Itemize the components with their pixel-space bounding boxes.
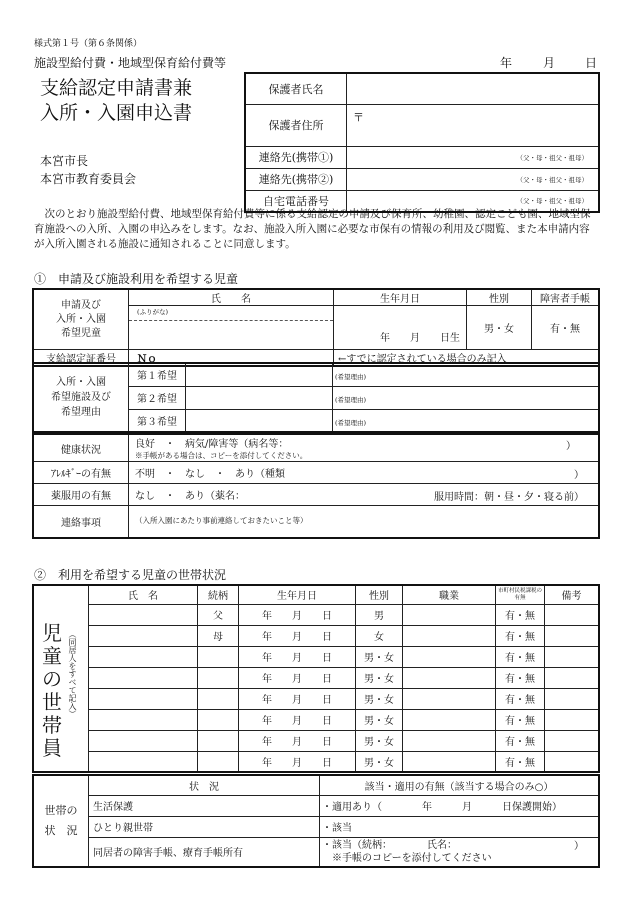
member-name-field[interactable] (89, 688, 198, 709)
applicant-label-1: 申請及び (61, 299, 101, 311)
addressee-mayor: 本宮市長 (40, 154, 89, 168)
wish2-facility-field[interactable] (186, 386, 333, 409)
member-remarks-field[interactable] (545, 667, 600, 688)
member-job-field[interactable] (403, 625, 496, 646)
health-note: ※手帳がある場合は、コピーを添付してください。 (135, 451, 308, 460)
h-birth-header: 生年月日 (239, 585, 356, 604)
notes-field[interactable] (129, 506, 600, 538)
addressee-board: 本宮市教育委員会 (40, 172, 137, 186)
member-tax[interactable]: 有・無 (496, 751, 545, 772)
member-relation[interactable] (198, 751, 239, 772)
member-birth-field[interactable]: 年 月 日 (239, 604, 356, 625)
health-close: ） (566, 441, 576, 452)
contact2-label: 連絡先(携帯②) (245, 168, 347, 190)
member-relation[interactable] (198, 730, 239, 751)
status-disability-label: 同居者の障害手帳、療育手帳所有 (89, 837, 320, 867)
h-name-header: 氏 名 (89, 585, 198, 604)
status-single-parent-field[interactable]: ・該当 (320, 816, 600, 837)
member-name-field[interactable] (89, 646, 198, 667)
member-job-field[interactable] (403, 667, 496, 688)
status-welfare-label: 生活保護 (89, 795, 320, 816)
cert-number-field[interactable]: Ｎｏ (129, 350, 334, 367)
applicant-label-2: 入所・入園 (56, 313, 106, 325)
applicant-label-3: 希望児童 (61, 327, 101, 339)
form-subtitle: 施設型給付費・地域型保育給付費等 (34, 56, 227, 70)
wish-label-2: 希望施設及び (51, 392, 111, 403)
form-number: 様式第１号（第６条関係） (34, 39, 143, 49)
household-row (33, 751, 599, 772)
date-day-label: 日 (585, 56, 598, 70)
child-table (32, 288, 600, 367)
allergy-field[interactable] (129, 462, 600, 484)
member-tax[interactable]: 有・無 (496, 667, 545, 688)
member-tax[interactable]: 有・無 (496, 646, 545, 667)
member-job-field[interactable] (403, 751, 496, 772)
vtitle-2: 童 (42, 644, 62, 668)
wish2-reason-label: (希望理由) (335, 395, 367, 404)
child-birth-field[interactable]: 年 月 日生 (334, 306, 467, 350)
household-row (33, 646, 599, 667)
wish1-reason-label: (希望理由) (335, 373, 367, 381)
allergy-label: ｱﾚﾙｷﾞｰの有無 (33, 462, 129, 484)
household-title-note: （同居人をすべて記入） (68, 630, 77, 718)
member-sex[interactable]: 男・女 (356, 751, 403, 772)
date-year-label: 年 (500, 56, 513, 70)
member-birth-field[interactable]: 年 月 日 (239, 625, 356, 646)
intro-text: 次のとおり施設型給付費、地域型保育給付費等に係る支給認定の申請及び保育所、幼稚園、認定こども園、地域型保育施設への入所、入園の申込みをします。なお、施設入所入園に必要な市保有の情報の利用及び閲覧、また本申請内容が入所入園される施設に通知されることに同意します。 (34, 208, 591, 250)
member-tax[interactable]: 有・無 (496, 709, 545, 730)
member-name-field[interactable] (89, 709, 198, 730)
name-header: 氏 名 (129, 289, 334, 306)
status-disability-close: ） (574, 840, 584, 852)
wish3-reason-field[interactable] (333, 409, 600, 432)
home-phone-relation: （父・母・祖父・祖母） (516, 197, 588, 206)
member-remarks-field[interactable] (545, 709, 600, 730)
furigana-label: (ふりがな) (137, 308, 169, 316)
member-birth-field[interactable]: 年 月 日 (239, 730, 356, 751)
member-tax[interactable]: 有・無 (496, 625, 545, 646)
member-remarks-field[interactable] (545, 688, 600, 709)
household-row (33, 667, 599, 688)
member-name-field[interactable] (89, 730, 198, 751)
status-disability-value: ・該当（続柄： 氏名： (322, 839, 457, 851)
birth-header: 生年月日 (334, 289, 467, 306)
status-disability-field[interactable] (320, 837, 600, 867)
member-job-field[interactable] (403, 646, 496, 667)
member-job-field[interactable] (403, 709, 496, 730)
status-label-1: 世帯の (44, 804, 78, 817)
vtitle-5: 帯 (42, 713, 62, 737)
contact1-label: 連絡先(携帯①) (245, 146, 347, 168)
member-job-field[interactable] (403, 730, 496, 751)
member-tax[interactable]: 有・無 (496, 688, 545, 709)
vtitle-3: の (42, 667, 62, 691)
wish1-label: 第１希望 (129, 363, 186, 386)
household-title-chars (40, 622, 64, 760)
postal-mark: 〒 (353, 110, 364, 124)
notes-label: 連絡事項 (33, 506, 129, 538)
medication-field[interactable] (129, 484, 600, 506)
notes-hint: （入所入園にあたり事前連絡しておきたいこと等） (135, 516, 308, 525)
household-row (33, 709, 599, 730)
member-birth-field[interactable]: 年 月 日 (239, 667, 356, 688)
member-relation[interactable]: 父 (198, 604, 239, 625)
member-tax[interactable]: 有・無 (496, 730, 545, 751)
member-remarks-field[interactable] (545, 730, 600, 751)
vtitle-4: 世 (42, 690, 62, 714)
member-birth-field[interactable]: 年 月 日 (239, 646, 356, 667)
household-row (33, 730, 599, 751)
member-name-field[interactable] (89, 625, 198, 646)
status-disability-note: ※手帳のコピーを添付してください (332, 852, 492, 864)
member-tax[interactable]: 有・無 (496, 604, 545, 625)
child-sex-field[interactable]: 男・女 (467, 306, 532, 350)
page-title (40, 76, 192, 126)
member-birth-field[interactable]: 年 月 日 (239, 688, 356, 709)
wish2-label: 第２希望 (129, 386, 186, 409)
date-month-label: 月 (543, 56, 556, 70)
member-remarks-field[interactable] (545, 625, 600, 646)
health-options: 良好 ・ 病気/障害等（病名等： (135, 439, 289, 450)
member-relation[interactable] (198, 688, 239, 709)
disability-header: 障害者手帳 (532, 289, 600, 306)
guardian-table (244, 72, 600, 213)
status-header: 状 況 (89, 775, 320, 795)
status-label (33, 775, 89, 867)
member-sex[interactable]: 男・女 (356, 667, 403, 688)
wish3-reason-label: (希望理由) (335, 418, 367, 427)
member-remarks-field[interactable] (545, 751, 600, 772)
wish2-reason-field[interactable] (333, 386, 600, 409)
status-single-parent-label: ひとり親世帯 (89, 816, 320, 837)
member-sex[interactable]: 女 (356, 625, 403, 646)
member-sex[interactable]: 男・女 (356, 646, 403, 667)
h-job-header: 職業 (403, 585, 496, 604)
health-table (32, 433, 600, 539)
cert-note: ←すでに認定されている場合のみ記入 (334, 350, 600, 367)
cert-label: 支給認定証番号 (33, 350, 129, 367)
member-remarks-field[interactable] (545, 604, 600, 625)
wish-label-3: 希望理由 (61, 407, 101, 418)
wish-table (32, 362, 600, 433)
guardian-name-field[interactable] (347, 73, 600, 104)
section2-heading: ② 利用を希望する児童の世帯状況 (34, 568, 227, 582)
h-sex-header: 性別 (356, 585, 403, 604)
guardian-address-label: 保護者住所 (245, 104, 347, 146)
vtitle-1: 児 (42, 621, 62, 645)
contact1-field[interactable] (347, 146, 600, 168)
status-label-2: 状 況 (44, 824, 78, 837)
household-table (32, 584, 600, 773)
page-title-line1: 支給認定申請書兼 (40, 77, 193, 99)
sex-header: 性別 (467, 289, 532, 306)
h-relation-header: 続柄 (198, 585, 239, 604)
allergy-options: 不明 ・ なし ・ あり（種類 (135, 469, 285, 480)
member-birth-field[interactable]: 年 月 日 (239, 751, 356, 772)
member-relation[interactable] (198, 709, 239, 730)
applicant-label (33, 289, 129, 350)
child-disability-field[interactable]: 有・無 (532, 306, 600, 350)
household-vertical-title (33, 585, 89, 772)
applicable-header: 該当・適用の有無（該当する場合のみ○） (320, 775, 600, 795)
guardian-address-field[interactable] (347, 104, 600, 146)
medication-time: 服用時間：朝・昼・夕・寝る前） (434, 492, 584, 503)
contact1-relation: （父・母・祖父・祖母） (516, 153, 588, 162)
wish3-facility-field[interactable] (186, 409, 333, 432)
wish-label-1: 入所・入園 (56, 377, 106, 388)
member-relation[interactable]: 母 (198, 625, 239, 646)
guardian-name-label: 保護者氏名 (245, 73, 347, 104)
household-row (33, 604, 599, 625)
wish1-facility-field[interactable] (186, 363, 333, 386)
member-sex[interactable]: 男・女 (356, 730, 403, 751)
member-relation[interactable] (198, 667, 239, 688)
member-job-field[interactable] (403, 604, 496, 625)
h-remarks-header: 備考 (545, 585, 600, 604)
furigana-divider (129, 320, 333, 321)
member-name-field[interactable] (89, 667, 198, 688)
medication-label: 薬服用の有無 (33, 484, 129, 506)
member-relation[interactable] (198, 646, 239, 667)
status-welfare-field[interactable]: ・適用あり（ 年 月 日保護開始） (320, 795, 600, 816)
contact2-field[interactable] (347, 168, 600, 190)
addressee (40, 152, 136, 188)
medication-options: なし ・ あり（薬名： (135, 491, 245, 502)
household-row (33, 688, 599, 709)
status-table (32, 774, 600, 868)
h-tax-header: 市町村民税課税の有無 (496, 585, 545, 604)
contact2-relation: （父・母・祖父・祖母） (516, 175, 588, 184)
member-sex[interactable]: 男・女 (356, 688, 403, 709)
member-sex[interactable]: 男・女 (356, 709, 403, 730)
health-label: 健康状況 (33, 434, 129, 462)
page-title-line2: 入所・入園申込書 (40, 102, 193, 124)
wish3-label: 第３希望 (129, 409, 186, 432)
wish1-reason-field[interactable] (333, 363, 600, 386)
section1-heading: ① 申請及び施設利用を希望する児童 (34, 272, 239, 286)
child-name-field[interactable] (129, 306, 334, 350)
health-field[interactable] (129, 434, 600, 462)
home-phone-label: 自宅電話番号 (245, 190, 347, 212)
member-name-field[interactable] (89, 604, 198, 625)
wish-label (33, 363, 129, 432)
allergy-close: ） (574, 470, 584, 481)
member-sex[interactable]: 男 (356, 604, 403, 625)
vtitle-6: 員 (42, 736, 62, 760)
household-row (33, 625, 599, 646)
member-name-field[interactable] (89, 751, 198, 772)
member-job-field[interactable] (403, 688, 496, 709)
member-remarks-field[interactable] (545, 646, 600, 667)
member-birth-field[interactable]: 年 月 日 (239, 709, 356, 730)
